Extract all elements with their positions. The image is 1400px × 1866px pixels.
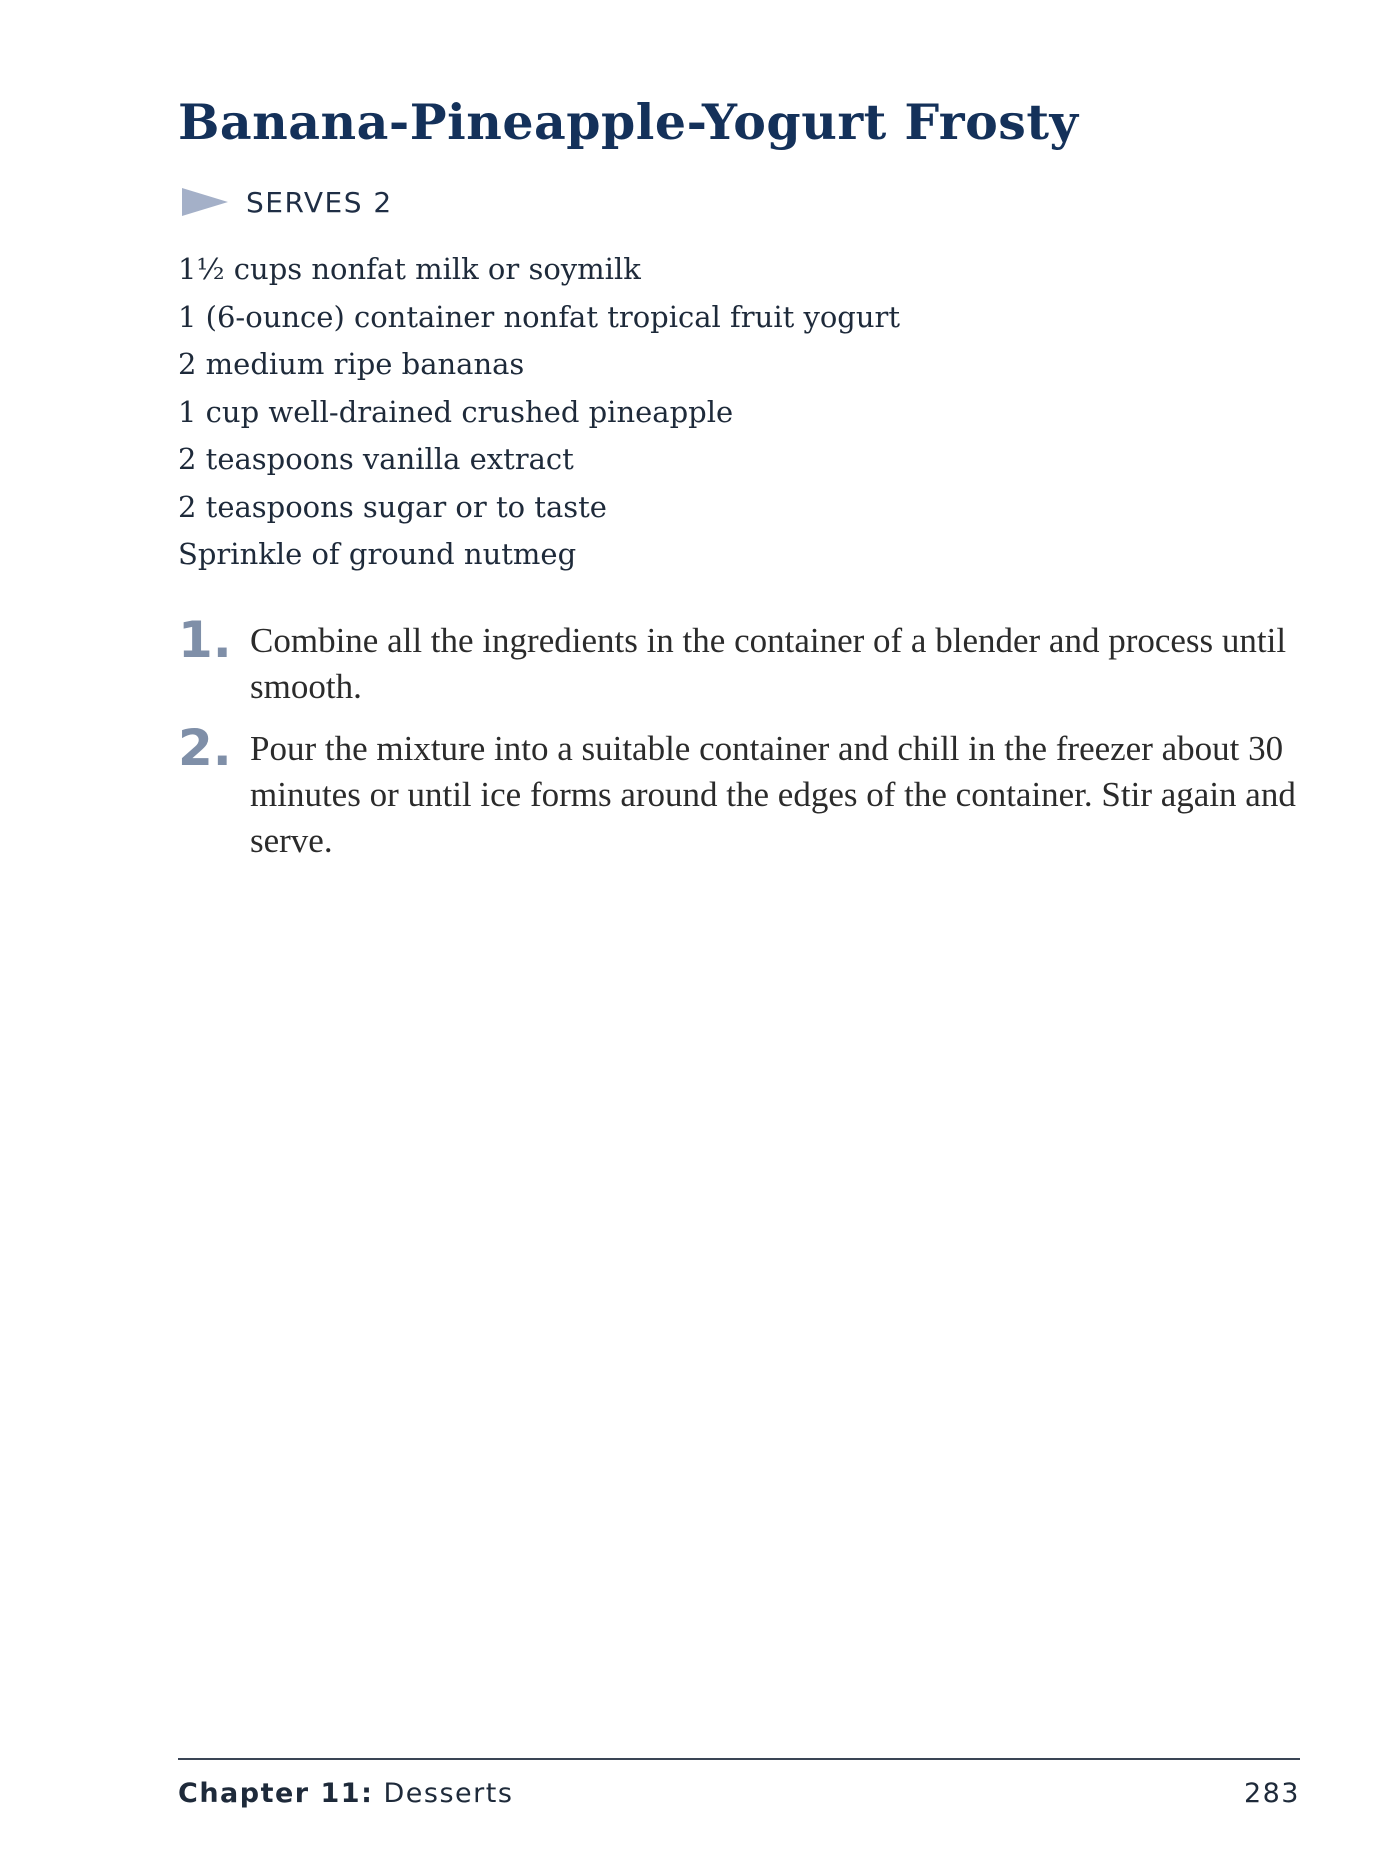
instruction-step [178,612,1298,710]
instruction-list [178,612,1298,874]
step-number: 2. [178,719,232,777]
footer-chapter: Chapter 11: [178,1778,374,1809]
instruction-step [178,720,1298,864]
ingredient-item: 1½ cups nonfat milk or soymilk [178,252,641,286]
ingredient-item: 1 (6-ounce) container nonfat tropical fruit yogurt [178,299,901,334]
ingredient-item: Sprinkle of ground nutmeg [178,537,577,571]
ingredient-item: 2 teaspoons vanilla extract [178,442,574,476]
serves-line [182,182,393,222]
ingredient-list [178,246,900,579]
page-number: 283 [1243,1778,1300,1809]
serves-label: SERVES 2 [246,185,393,219]
ingredient-item: 2 teaspoons sugar or to taste [178,489,607,524]
footer-section: Desserts [383,1778,514,1809]
step-text: Combine all the ingredients in the container of a blender and process until smooth. [250,621,1287,706]
step-number: 1. [178,611,232,669]
recipe-title: Banana-Pineapple-Yogurt Frosty [178,93,1079,151]
running-footer [178,1778,513,1809]
triangle-arrow-icon [182,186,228,218]
ingredient-item: 1 cup well-drained crushed pineapple [178,394,734,429]
ingredient-item: 2 medium ripe bananas [178,347,525,381]
footer-divider [178,1758,1300,1760]
step-text: Pour the mixture into a suitable container and chill in the freezer about 30 minutes or until ice forms around the edges of the container. Stir again and serve. [250,729,1296,860]
